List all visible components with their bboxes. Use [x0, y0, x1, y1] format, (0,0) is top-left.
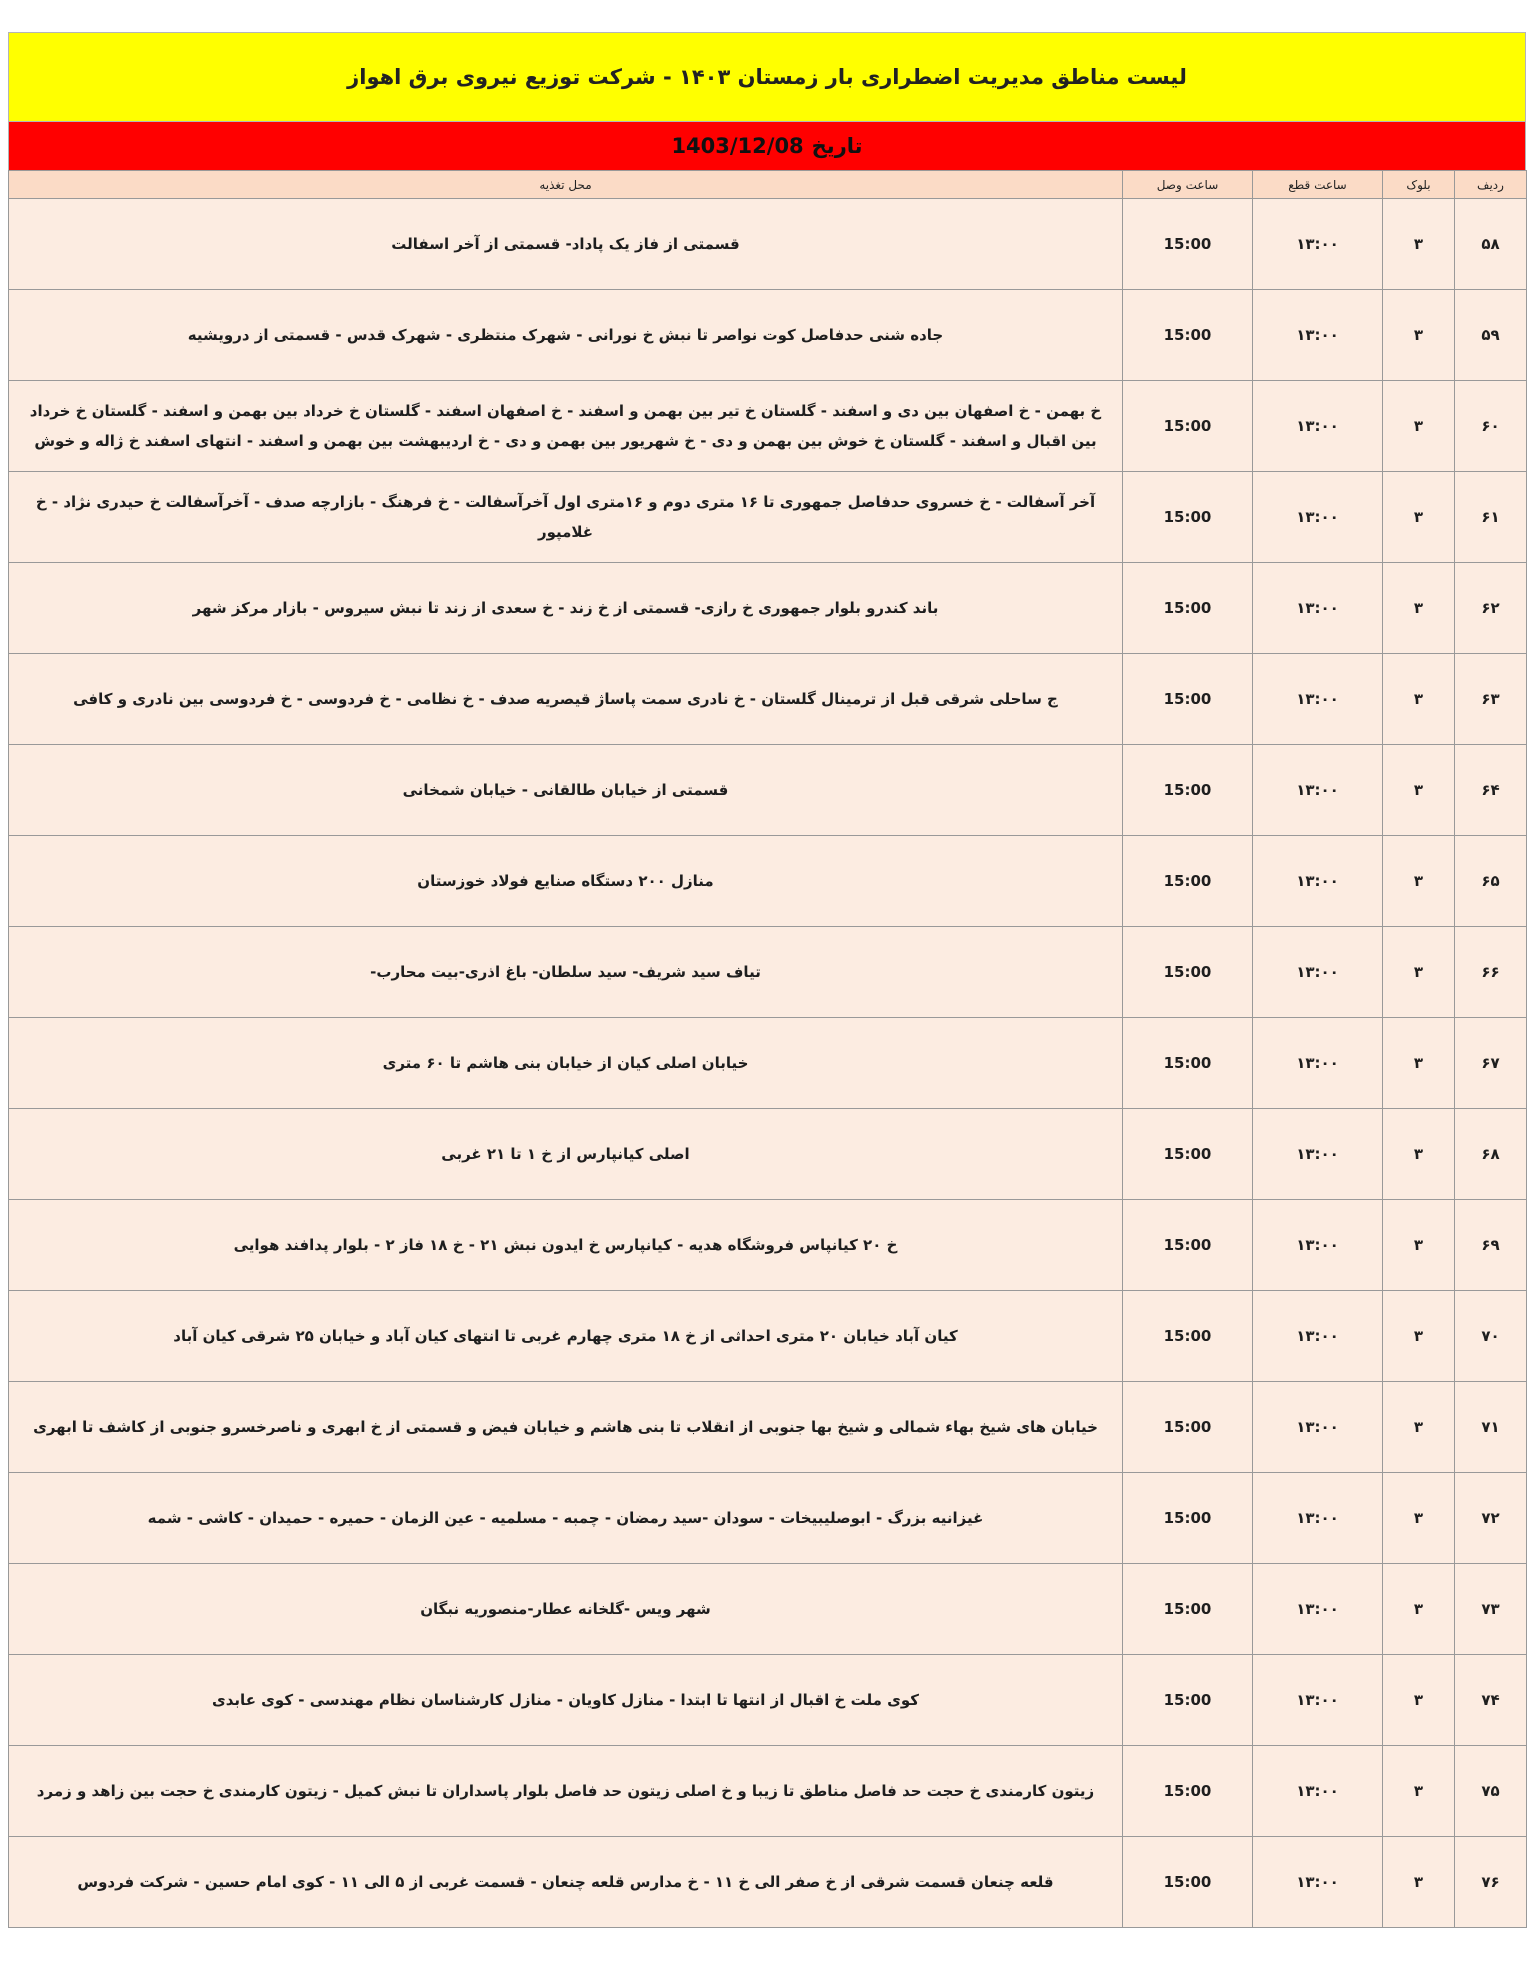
- row-number-cell: ۶۷: [1455, 1018, 1527, 1109]
- date-value: 1403/12/08: [671, 134, 804, 158]
- connect-time-cell: 15:00: [1123, 563, 1253, 654]
- connect-time-cell: 15:00: [1123, 745, 1253, 836]
- block-cell: ۳: [1383, 290, 1455, 381]
- table-row: [9, 1200, 1527, 1291]
- cut-time-cell: ۱۳:۰۰: [1253, 290, 1383, 381]
- table-row: [9, 654, 1527, 745]
- page-title-text: لیست مناطق مدیریت اضطراری بار زمستان ۱۴۰۳ - شرکت توزیع نیروی برق اهواز: [347, 65, 1187, 89]
- block-cell: ۳: [1383, 1564, 1455, 1655]
- row-number-cell: ۶۹: [1455, 1200, 1527, 1291]
- cut-time-cell: ۱۳:۰۰: [1253, 1746, 1383, 1837]
- area-cell: باند کندرو بلوار جمهوری خ رازی- قسمتی از خ زند - خ سعدی از زند تا نبش سیروس - بازار مرکز شهر: [9, 563, 1123, 654]
- cut-time-cell: ۱۳:۰۰: [1253, 1655, 1383, 1746]
- block-cell: ۳: [1383, 1382, 1455, 1473]
- area-cell: تیاف سید شریف- سید سلطان- باغ اذری-بیت محارب-: [9, 927, 1123, 1018]
- table-row: [9, 1291, 1527, 1382]
- column-header-area: محل تغذیه: [9, 171, 1123, 199]
- cut-time-cell: ۱۳:۰۰: [1253, 745, 1383, 836]
- connect-time-cell: 15:00: [1123, 1473, 1253, 1564]
- block-cell: ۳: [1383, 1291, 1455, 1382]
- area-cell: غیزانیه بزرگ - ابوصلیبیخات - سودان -سید رمضان - چمبه - مسلمیه - عین الزمان - حمیره - حمیدان - کاشی - شمه: [9, 1473, 1123, 1564]
- area-cell: کوی ملت خ اقبال از انتها تا ابتدا - منازل کاویان - منازل کارشناسان نظام مهندسی - کوی عابدی: [9, 1655, 1123, 1746]
- table-row: [9, 563, 1527, 654]
- cut-time-cell: ۱۳:۰۰: [1253, 1109, 1383, 1200]
- connect-time-cell: 15:00: [1123, 199, 1253, 290]
- table-row: [9, 472, 1527, 563]
- connect-time-cell: 15:00: [1123, 1746, 1253, 1837]
- cut-time-cell: ۱۳:۰۰: [1253, 1291, 1383, 1382]
- table-row: [9, 199, 1527, 290]
- block-cell: ۳: [1383, 1109, 1455, 1200]
- cut-time-cell: ۱۳:۰۰: [1253, 199, 1383, 290]
- area-cell: آخر آسفالت - خ خسروی حدفاصل جمهوری تا ۱۶ متری دوم و ۱۶متری اول آخرآسفالت - خ فرهنگ - بازارچه صدف - آخرآسفالت خ حیدری نژاد - خ غلامپور: [9, 472, 1123, 563]
- row-number-cell: ۷۵: [1455, 1746, 1527, 1837]
- table-row: [9, 290, 1527, 381]
- block-cell: ۳: [1383, 654, 1455, 745]
- date-label: تاریخ: [811, 134, 863, 158]
- row-number-cell: ۶۶: [1455, 927, 1527, 1018]
- block-cell: ۳: [1383, 927, 1455, 1018]
- area-cell: خ ۲۰ کیانپاس فروشگاه هدیه - کیانپارس خ ایدون نبش ۲۱ - خ ۱۸ فاز ۲ - بلوار پدافند هوایی: [9, 1200, 1123, 1291]
- table-row: [9, 836, 1527, 927]
- row-number-cell: ۶۴: [1455, 745, 1527, 836]
- date-banner: [8, 122, 1526, 170]
- table-row: [9, 927, 1527, 1018]
- cut-time-cell: ۱۳:۰۰: [1253, 1382, 1383, 1473]
- table-row: [9, 381, 1527, 472]
- cut-time-cell: ۱۳:۰۰: [1253, 472, 1383, 563]
- block-cell: ۳: [1383, 836, 1455, 927]
- area-cell: خیابان اصلی کیان از خیابان بنی هاشم تا ۶۰ متری: [9, 1018, 1123, 1109]
- area-cell: قسمتی از خیابان طالقانی - خیابان شمخانی: [9, 745, 1123, 836]
- cut-time-cell: ۱۳:۰۰: [1253, 1200, 1383, 1291]
- area-cell: قسمتی از فاز یک پاداد- قسمتی از آخر اسفالت: [9, 199, 1123, 290]
- connect-time-cell: 15:00: [1123, 290, 1253, 381]
- block-cell: ۳: [1383, 1746, 1455, 1837]
- block-cell: ۳: [1383, 1018, 1455, 1109]
- area-cell: خ بهمن - خ اصفهان بین دی و اسفند - گلستان خ تیر بین بهمن و اسفند - خ اصفهان اسفند - گلستان خ خرداد بین بهمن و اسفند - گلستان خ خرداد بین اقبال و اسفند - گلستان خ خوش بین بهمن و دی - خ شهریور بین بهمن و دی - خ اردیبهشت بین بهمن و اسفند - انتهای اسفند خ ژاله و خوش: [9, 381, 1123, 472]
- area-cell: کیان آباد خیابان ۲۰ متری احداثی از خ ۱۸ متری چهارم غربی تا انتهای کیان آباد و خیابان ۲۵ شرقی کیان آباد: [9, 1291, 1123, 1382]
- row-number-cell: ۵۸: [1455, 199, 1527, 290]
- connect-time-cell: 15:00: [1123, 1018, 1253, 1109]
- column-header-connect-time: ساعت وصل: [1123, 171, 1253, 199]
- cut-time-cell: ۱۳:۰۰: [1253, 563, 1383, 654]
- connect-time-cell: 15:00: [1123, 1200, 1253, 1291]
- table-row: [9, 1564, 1527, 1655]
- connect-time-cell: 15:00: [1123, 1382, 1253, 1473]
- block-cell: ۳: [1383, 199, 1455, 290]
- connect-time-cell: 15:00: [1123, 1655, 1253, 1746]
- cut-time-cell: ۱۳:۰۰: [1253, 1473, 1383, 1564]
- cut-time-cell: ۱۳:۰۰: [1253, 654, 1383, 745]
- area-cell: اصلی کیانپارس از خ ۱ تا ۲۱ غربی: [9, 1109, 1123, 1200]
- page-title: [8, 32, 1526, 122]
- row-number-cell: ۷۰: [1455, 1291, 1527, 1382]
- table-row: [9, 1655, 1527, 1746]
- table-row: [9, 1109, 1527, 1200]
- column-header-cut-time: ساعت قطع: [1253, 171, 1383, 199]
- area-cell: ج ساحلی شرقی قبل از ترمینال گلستان - خ نادری سمت پاساژ قیصریه صدف - خ نظامی - خ فردوسی - خ فردوسی بین نادری و کافی: [9, 654, 1123, 745]
- connect-time-cell: 15:00: [1123, 381, 1253, 472]
- column-header-row-number: ردیف: [1455, 171, 1527, 199]
- block-cell: ۳: [1383, 381, 1455, 472]
- table-row: [9, 1018, 1527, 1109]
- cut-time-cell: ۱۳:۰۰: [1253, 836, 1383, 927]
- cut-time-cell: ۱۳:۰۰: [1253, 381, 1383, 472]
- column-header-block: بلوک: [1383, 171, 1455, 199]
- connect-time-cell: 15:00: [1123, 472, 1253, 563]
- connect-time-cell: 15:00: [1123, 1837, 1253, 1928]
- row-number-cell: ۶۰: [1455, 381, 1527, 472]
- row-number-cell: ۶۵: [1455, 836, 1527, 927]
- row-number-cell: ۷۴: [1455, 1655, 1527, 1746]
- table-row: [9, 1837, 1527, 1928]
- block-cell: ۳: [1383, 1655, 1455, 1746]
- table-row: [9, 1382, 1527, 1473]
- row-number-cell: ۶۳: [1455, 654, 1527, 745]
- row-number-cell: ۶۸: [1455, 1109, 1527, 1200]
- cut-time-cell: ۱۳:۰۰: [1253, 1564, 1383, 1655]
- block-cell: ۳: [1383, 472, 1455, 563]
- connect-time-cell: 15:00: [1123, 1564, 1253, 1655]
- table-row: [9, 1473, 1527, 1564]
- area-cell: شهر ویس -گلخانه عطار-منصوریه نبگان: [9, 1564, 1123, 1655]
- outage-schedule-sheet: [8, 32, 1526, 1928]
- block-cell: ۳: [1383, 1473, 1455, 1564]
- connect-time-cell: 15:00: [1123, 1109, 1253, 1200]
- block-cell: ۳: [1383, 1200, 1455, 1291]
- row-number-cell: ۷۶: [1455, 1837, 1527, 1928]
- row-number-cell: ۶۱: [1455, 472, 1527, 563]
- connect-time-cell: 15:00: [1123, 654, 1253, 745]
- block-cell: ۳: [1383, 1837, 1455, 1928]
- table-header-row: [9, 171, 1527, 199]
- cut-time-cell: ۱۳:۰۰: [1253, 1018, 1383, 1109]
- area-cell: قلعه چنعان قسمت شرقی از خ صفر الی خ ۱۱ - خ مدارس قلعه چنعان - قسمت غربی از ۵ الی ۱۱ - کوی امام حسین - شرکت فردوس: [9, 1837, 1123, 1928]
- block-cell: ۳: [1383, 563, 1455, 654]
- connect-time-cell: 15:00: [1123, 927, 1253, 1018]
- row-number-cell: ۷۱: [1455, 1382, 1527, 1473]
- table-row: [9, 1746, 1527, 1837]
- area-cell: خیابان های شیخ بهاء شمالی و شیخ بها جنوبی از انقلاب تا بنی هاشم و خیابان فیض و قسمتی از خ ابهری و ناصرخسرو جنوبی از کاشف تا ابهری: [9, 1382, 1123, 1473]
- area-cell: زیتون کارمندی خ حجت حد فاصل مناطق تا زیبا و خ اصلی زیتون حد فاصل بلوار پاسداران تا نبش کمیل - زیتون کارمندی خ حجت بین زاهد و زمرد: [9, 1746, 1123, 1837]
- connect-time-cell: 15:00: [1123, 1291, 1253, 1382]
- row-number-cell: ۷۲: [1455, 1473, 1527, 1564]
- block-cell: ۳: [1383, 745, 1455, 836]
- area-cell: منازل ۲۰۰ دستگاه صنایع فولاد خوزستان: [9, 836, 1123, 927]
- row-number-cell: ۵۹: [1455, 290, 1527, 381]
- cut-time-cell: ۱۳:۰۰: [1253, 927, 1383, 1018]
- area-cell: جاده شنی حدفاصل کوت نواصر تا نبش خ نورانی - شهرک منتظری - شهرک قدس - قسمتی از درویشیه: [9, 290, 1123, 381]
- connect-time-cell: 15:00: [1123, 836, 1253, 927]
- table-row: [9, 745, 1527, 836]
- row-number-cell: ۷۳: [1455, 1564, 1527, 1655]
- cut-time-cell: ۱۳:۰۰: [1253, 1837, 1383, 1928]
- row-number-cell: ۶۲: [1455, 563, 1527, 654]
- outage-table: [8, 170, 1527, 1928]
